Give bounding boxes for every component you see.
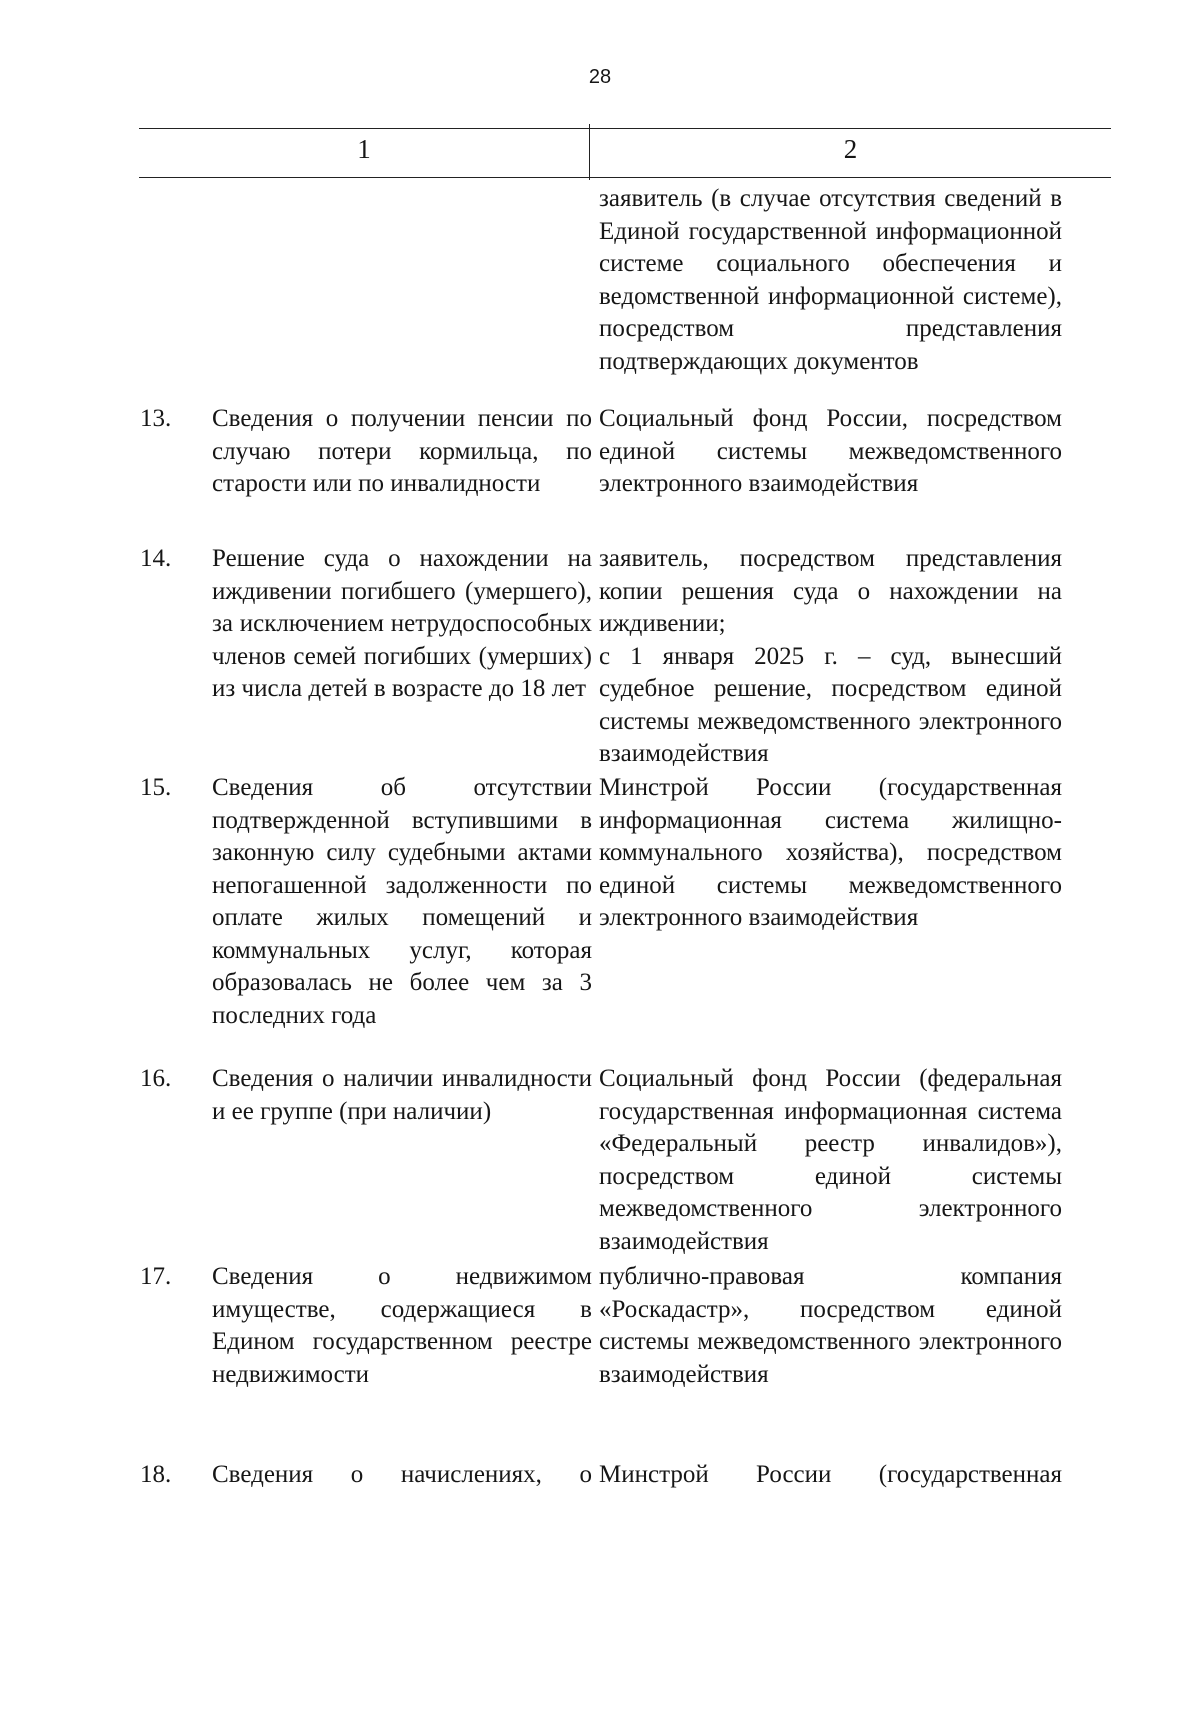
page-number: 28 [588,66,612,88]
row-number: 13. [140,405,172,432]
row-source: заявитель (в случае отсутствия сведений в Единой государственной информационной системе социального обеспечения и ведомственной информационной системе), посредством представления подтверждающих документов [599,185,1062,375]
row-number: 16. [140,1065,172,1092]
column-header-2: 2 [843,134,858,164]
row-source-paragraph: Минстрой России (государственная информационная система жилищно-коммунального хозяйства), посредством единой системы межведомственного электронного взаимодействия [599,774,1062,931]
row-source-paragraph: Социальный фонд России (федеральная государственная информационная система «Федеральный реестр инвалидов»), посредством единой системы межведомственного электронного взаимодействия [599,1065,1062,1255]
row-number: 18. [140,1461,172,1488]
row-source-paragraph: с 1 января 2025 г. – суд, вынесший судебное решение, посредством единой системы межведомственного электронного взаимодействия [599,642,1062,767]
row-name: Сведения о начислениях, о [212,1461,592,1488]
column-header-1: 1 [357,134,371,164]
row-source-paragraph: Минстрой России (государственная [599,1461,1062,1488]
row-name: Решение суда о нахождении на иждивении погибшего (умершего), за исключением нетрудоспособных членов семей погибших (умерших) из числа детей в возрасте до 18 лет [212,545,592,702]
row-name: Сведения о недвижимом имуществе, содержащиеся в Едином государственном реестре недвижимости [212,1263,592,1388]
row-source-paragraph: заявитель, посредством представления копии решения суда о нахождении на иждивении; [599,545,1062,637]
row-name: Сведения об отсутствии подтвержденной вступившими в законную силу судебными актами непогашенной задолженности по оплате жилых помещений и коммунальных услуг, которая образовалась не более чем за 3 последних года [212,774,592,1029]
row-source [599,1261,1062,1391]
row-name: Сведения о получении пенсии по случаю потери кормильца, по старости или по инвалидности [212,405,592,497]
row-source [599,543,1062,771]
row-source [599,1063,1062,1258]
row-source [599,1459,1062,1492]
row-source-paragraph: Социальный фонд России, посредством единой системы межведомственного электронного взаимодействия [599,405,1062,497]
row-source [599,772,1062,935]
row-number: 15. [140,774,172,801]
row-name: Сведения о наличии инвалидности и ее группе (при наличии) [212,1065,592,1125]
row-number: 14. [140,545,172,572]
row-number: 17. [140,1263,172,1290]
row-source [599,403,1062,501]
table-header-top-border [139,128,1111,129]
table-header-bottom-border [139,177,1111,178]
row-source-paragraph: публично-правовая компания «Роскадастр», посредством единой системы межведомственного электронного взаимодействия [599,1263,1062,1388]
